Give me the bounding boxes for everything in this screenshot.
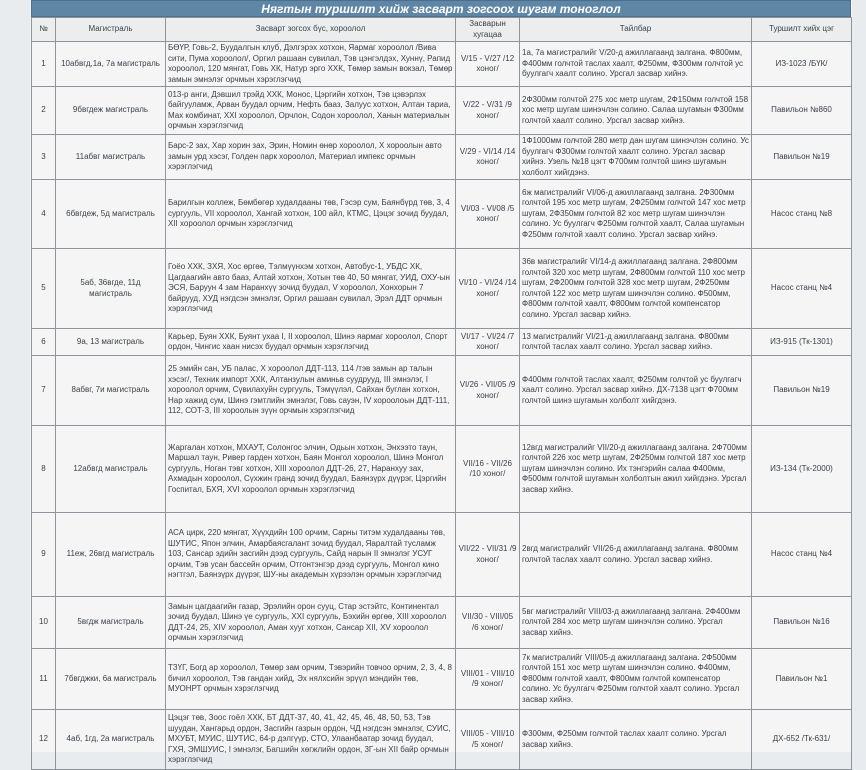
table-row [32, 249, 852, 329]
cell-num: 10 [32, 597, 56, 649]
cell-area: Замын цагдаагийн газар, Эрэлийн орон сууц, Стар эстэйтс, Континентал зочид буудал, Шинэ үе сургууль, XXI сургууль, Бэхийн өргөө, XIII хороолол ДДТ-24, 25, XIV хороолол, Аман хууг хотхон, Сансар XII, XV хороолол орчмын хэрэглэгчид [166, 597, 456, 649]
table-row [32, 597, 852, 649]
cell-trunk: 6бвгдеж, 5д магистраль [56, 180, 166, 249]
cell-consumer: Павильон №860 [752, 87, 852, 135]
cell-num: 9 [32, 513, 56, 597]
cell-trunk: 10абвгд,1а, 7а магистраль [56, 42, 166, 87]
cell-num: 12 [32, 710, 56, 770]
cell-trunk: 11абвг магистраль [56, 135, 166, 180]
cell-date: V/15 - V/27 /12 хоног/ [456, 42, 520, 87]
cell-date: VI/17 - VI/24 /7 хоног/ [456, 329, 520, 356]
cell-consumer: ИЗ-915 (Тк-1301) [752, 329, 852, 356]
cell-consumer: Насос станц №4 [752, 513, 852, 597]
cell-consumer: Насос станц №4 [752, 249, 852, 329]
cell-note: 36в магистралийг VI/14-д ажиллагаанд залгана. 2Ф800мм голчтой 320 хос метр шугам, 2Ф800мм голчтой 110 хос метр шугам, 2Ф200мм голчтой 328 хос метр шугам, 2Ф250мм голчтой 122 хос метр шугам шинэчлэн солино. Ф500мм, Ф800мм голчтой хаалт, Ф800мм голчтой компенсатор солино. Урсгал засвар хийнэ. [520, 249, 752, 329]
cell-note: 1а, 7а магистралийг V/20-д ажиллагаанд залгана. Ф800мм, Ф400мм голчтой тaслах хаалт, Ф250мм, Ф300мм голчтой ус буулгагч хаалт солино. Урсгал засвар хийнэ. [520, 42, 752, 87]
cell-trunk: 4аб, 1гд, 2а магистраль [56, 710, 166, 770]
cell-trunk: 11еж, 26вгд магистраль [56, 513, 166, 597]
cell-num: 5 [32, 249, 56, 329]
table-row [32, 710, 852, 770]
cell-area: 25 эмийн сан, УБ палас, Х хороолол ДДТ-113, 114 /тэв замын ар талын хэсэг/, Техник импорт ХХК, Алтанзулын аминьв суудрууд, III эмнэлэг, I хороолол орчим, Сүвилахуйн сургууль, Тэмүүлэл, Сайхан буглан хотхон, Нар хажид сум, Шинэ гэмтлийн эмнэлэг, Говь сауэн, IV хороолоын ДДТ-111, 112, СОТ-3, III хороолын зүүн орчмын хэрэглэгчид [166, 356, 456, 426]
cell-trunk: 5аб, 36вгде, 11д магистраль [56, 249, 166, 329]
cell-area: Цэцэг төв, Зоос гоёл ХХК, БТ ДДТ-37, 40, 41, 42, 45, 46, 48, 50, 53, Тэв шуудан, Хангарьд ордон, Засгийн газрын ордон, ЧД нэгдсэн эмнэлэг, СУИС, МХУБТ, МУИС, ШУТИС, 64-р дэлгүүр, СТО, Улаанбаатар зочид буудал, ГХЯ, ЭМШУИС, I эмнэлэг, Багшийн хөгжлийн ордон, 3Г-ын XII байр орчмын хэрэглэгчид [166, 710, 456, 770]
header-trunk: Магистраль [56, 18, 166, 42]
cell-date: V/22 - V/31 /9 хоног/ [456, 87, 520, 135]
cell-num: 7 [32, 356, 56, 426]
cell-note: 2Ф300мм голчтой 275 хос метр шугам, 2Ф150мм голчтой 158 хос метр шугам шинэчлэн солино. Салаа шугамын Ф300мм голчтой хаалт солино. Урсгал засвар хийнэ. [520, 87, 752, 135]
cell-area: Карьер, Буян ХХК, Буянт ухаа I, II хороолол, Шинэ яармаг хороолол, Спорт ордон, Чингис хаан нисэх буудал орчмын хэрэглэгчид [166, 329, 456, 356]
cell-consumer: ДХ-652 /Тк-631/ [752, 710, 852, 770]
cell-trunk: 9бвгдеж магистраль [56, 87, 166, 135]
header-area: Засварт зогсох бүс, хороолол [166, 18, 456, 42]
cell-consumer: Павильон №16 [752, 597, 852, 649]
cell-num: 11 [32, 649, 56, 710]
cell-trunk: 7бвгджки, 6а магистраль [56, 649, 166, 710]
cell-num: 1 [32, 42, 56, 87]
cell-date: VI/03 - VI/08 /5 хоног/ [456, 180, 520, 249]
table-row [32, 87, 852, 135]
cell-consumer: ИЗ-134 (Тк-2000) [752, 426, 852, 513]
cell-note: 13 магистралийг VI/21-д ажиллагаанд залгана. Ф800мм голчтой тaслах хаалт солино. Урсгал засвар хийнэ. [520, 329, 752, 356]
cell-date: VII/30 - VIII/05 /6 хоног/ [456, 597, 520, 649]
cell-area: ТЗҮГ, Богд ар хороолол, Төмөр зам орчим, Тэвэрийн товчоо орчим, 2, 3, 4, 8 бичил хороолол, Тэв гандан хийд, Эх нялхсийн эрүүл мэндийн төв, МУОНРТ орчмын хэрэглэгчид [166, 649, 456, 710]
table-row [32, 42, 852, 87]
table-row [32, 135, 852, 180]
cell-area: Жаргалан хотхон, МХАУТ, Солонгос элчин, Одьын хотхон, Энхээто таун, Маршал таун, Ривер гарден хотхон, Баян Монгол хороолол, Шинэ Монгол сургууль, Ноган тэвг хотхон, XIII хороолол ДДТ-26, 27, Наранхуу зах, Ахмадын хороолол, Сүхжин гранд зочид буудал, Баянзүрх дүүрэг, Цэргийн Госпитал, БХЯ, XVI хороолол орчмын хэрэглэгчид [166, 426, 456, 513]
table-row [32, 513, 852, 597]
table-row [32, 329, 852, 356]
cell-note: Ф300мм, Ф250мм голчтой тaслах хаалт солино. Урсгал засвар хийнэ. [520, 710, 752, 770]
cell-consumer: ИЗ-1023 /БҮК/ [752, 42, 852, 87]
cell-consumer: Павильон №19 [752, 356, 852, 426]
cell-date: VIII/05 - VIII/10 /5 хоног/ [456, 710, 520, 770]
cell-note: 7к магистралийг VIII/05-д ажиллагаанд залгана. 2Ф500мм голчтой 151 хос метр шугам шинэчлэн солино. Ф400мм, Ф800мм голчтой хаалт, Ф800мм голчтой компенсатор солино. Ус буулгагч Ф250мм голчтой хаалт солино. Урсгал засвар хийнэ. [520, 649, 752, 710]
cell-date: VI/26 - VII/05 /9 хоног/ [456, 356, 520, 426]
header-note: Тайлбар [520, 18, 752, 42]
document-sheet [30, 0, 852, 765]
cell-area: АСА цирк, 220 мянгат, Хүүхдийн 100 орчим, Сарны титэм худалдааны төв, ШУТИС, Япон элчин, Амарбаясгалант зочид буудал, Яаралтай тусламж 103, Сансар эдийн засгийн дээд сургууль, Сайд нарын II эмнэлэг УСУГ орчим, Тэв усан бассейн орчим, Отгонтэнгэр дээд сургууль, Монгол кино нэгтгэл, Баянзүрх дүүрэг, ШУ-ны академын хүрээлэн орчмын хэрэглэгчид [166, 513, 456, 597]
cell-note: 6ж магистралийг VI/06-д ажиллагаанд залгана. 2Ф300мм голчтой 195 хос метр шугам, 2Ф250мм голчтой 147 хос метр шугам, 2Ф350мм голчтой 82 хос метр шугам шинэчлэн солино. Ус буулгагч Ф250мм голчтой хаалт, Салаа шугамын Ф250мм голчтой хаалт солино. Урсгал засвар хийнэ. [520, 180, 752, 249]
schedule-table [31, 17, 852, 770]
cell-area: Гоёо ХХК, ЗХЯ, Хос өргөө, Тэлмүүнхэм хотхон, Автобус-1, УБДС ХК, Цагдаагийн авто бааз, Алтай хотхон, Хотын төв 40, 50 мянгат, УИД, ОХУ-ын ЭСЯ, Баруун 4 зам Наранхүү зочид буудал, V хороолол, Хонхорын 7 байрууд, ХУД нэгдсэн эмнэлэг, Оргил рашаан сувилал, Эрэл ДДТ орчмын хэрэглэгчид [166, 249, 456, 329]
cell-date: VI/10 - VI/24 /14 хоног/ [456, 249, 520, 329]
cell-num: 4 [32, 180, 56, 249]
cell-num: 8 [32, 426, 56, 513]
table-row [32, 180, 852, 249]
cell-trunk: 9а, 13 магистраль [56, 329, 166, 356]
cell-area: 013-р анги, Дэвшил трэйд ХХК, Монос, Цэргийн хотхон, Тэв цэвэрлэх байгууламж, Арван буудал орчим, Нефть бааз, Залуус хотхон, Алтан тариа, Мах комбинат, ХХI хороолол, Орчлон, Содон хороолол, Ханын материалын орчмын хэрэглэгчид [166, 87, 456, 135]
cell-consumer: Павильон №1 [752, 649, 852, 710]
cell-note: 2вгд магистралийг VII/26-д ажиллагаанд залгана. Ф800мм голчтой тaслах хаалт солино. Урсгал засвар хийнэ. [520, 513, 752, 597]
cell-note: 12вгд магистралийг VII/20-д ажиллагаанд залгана. 2Ф700мм голчтой 226 хос метр шугам, 2Ф250мм голчтой 187 хос метр шугам шинэчлэн солино. Их тэнгэрийн салаа Ф400мм, Ф500мм голчтой шугамын холболтын ажил хийгдэнэ. Урсгал засвар хийнэ. [520, 426, 752, 513]
cell-trunk: 5вгдж магистраль [56, 597, 166, 649]
cell-num: 6 [32, 329, 56, 356]
cell-date: V/29 - VI/14 /14 хоног/ [456, 135, 520, 180]
cell-area: Барилгын коллеж, Бөмбөгөр худалдааны төв, Гэсэр сум, Баянбүрд төв, 3, 4 сургууль, VII хороолол, Хангай хотхон, 100 айл, КТМС, Цэцэг зочид буудал, XII хороолол орчмын хэрэглэгчид [166, 180, 456, 249]
cell-area: Барс-2 зах, Хар хорин зах, Эрин, Номин өнөр хороолол, Х хороолын авто замын урд хэсэг, Голден парк хороолол, Материал импекс орчмын хэрэглэгчид [166, 135, 456, 180]
table-row [32, 649, 852, 710]
cell-consumer: Павильон №19 [752, 135, 852, 180]
cell-date: VIII/01 - VIII/10 /9 хоног/ [456, 649, 520, 710]
header-num: № [32, 18, 56, 42]
cell-num: 3 [32, 135, 56, 180]
cell-area: БӨҮР, Говь-2, Буудалгын клуб, Дэлгэрэх хотхон, Яармаг хороолол /Вива сити, Пума хороолол/, Оргил рашаан сувилал, Тэв цэнгэлдэх, Хуннү, Рапид хороолол, 120 мянгат, Говь ХК, Натур эргo ХХК, Төмөр замын вокзал, Төмөр замын эмнэлэг орчмын хэрэглэгчид [166, 42, 456, 87]
cell-trunk: 12абвгд магистраль [56, 426, 166, 513]
table-row [32, 356, 852, 426]
cell-note: Ф400мм голчтой тaслах хаалт, Ф250мм голчтой ус буулгагч хаалт солино. Урсгал засвар хийнэ. ДХ-7138 цэгт Ф700мм голчтой шинэ шугамын холболт хийгдэнэ. [520, 356, 752, 426]
cell-note: 1Ф1000мм голчтой 280 метр дан шугам шинэчлэн солино. Ус буулгагч Ф300мм голчтой хаалт солино. Урсгал засвар хийнэ. Узель №18 цэгт Ф700мм голчтой шинэ шугамын холболт хийгдэнэ. [520, 135, 752, 180]
header-date: Засварын хугацаа [456, 18, 520, 42]
cell-num: 2 [32, 87, 56, 135]
cell-trunk: 8абвг, 7и магистраль [56, 356, 166, 426]
cell-consumer: Насос станц №8 [752, 180, 852, 249]
table-title: Нягтын туршилт хийж засварт зогсоох шугам тонoглол [31, 0, 851, 17]
header-consumer: Туршилт хийх цэг [752, 18, 852, 42]
cell-note: 5вг магистралийг VIII/03-д ажиллагаанд залгана. 2Ф400мм голчтой 284 хос метр шугам шинэчлэн солино. Урсгал засвар хийнэ. [520, 597, 752, 649]
table-row [32, 426, 852, 513]
cell-date: VII/16 - VII/26 /10 хоног/ [456, 426, 520, 513]
cell-date: VII/22 - VII/31 /9 хоног/ [456, 513, 520, 597]
header-row [32, 18, 852, 42]
